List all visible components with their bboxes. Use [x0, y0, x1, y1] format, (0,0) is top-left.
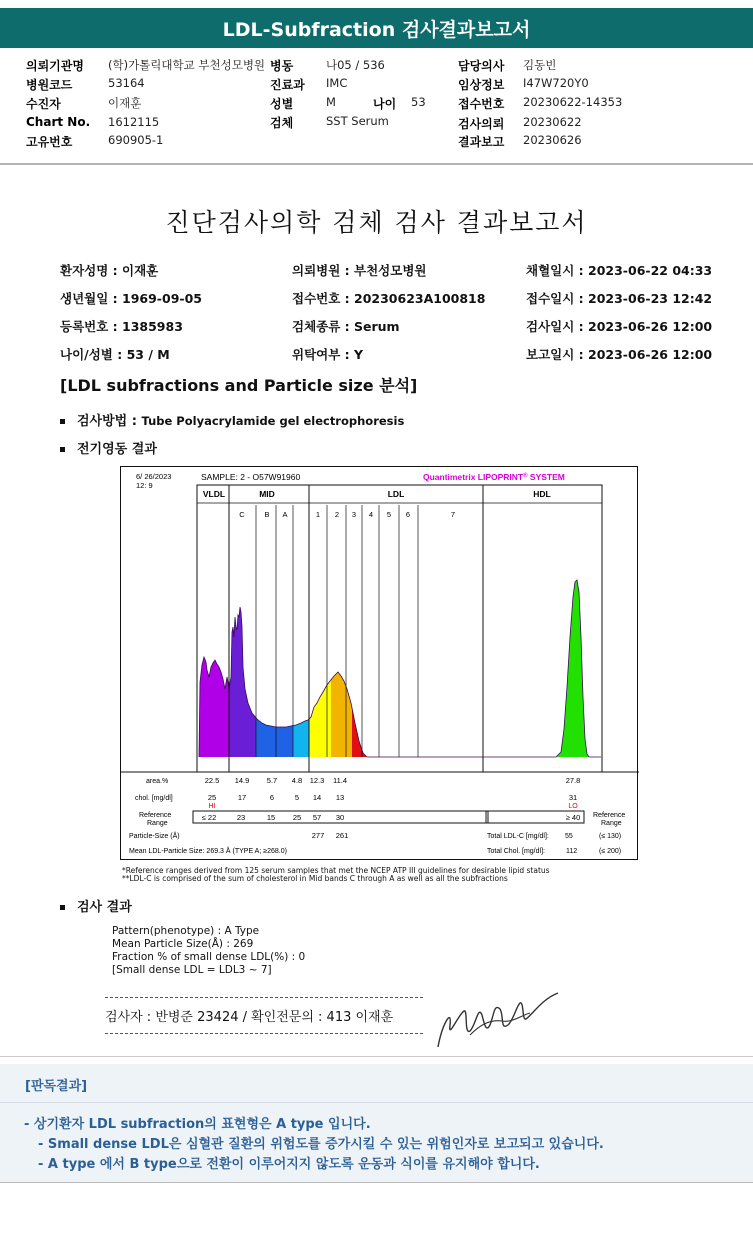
- info-label: 고유번호: [26, 135, 73, 149]
- info-value: M: [326, 95, 336, 109]
- reference-value: 57: [312, 813, 322, 822]
- chol-value: 25: [207, 793, 217, 802]
- signature-stroke: [438, 993, 558, 1047]
- outsourced: 위탁여부 : Y: [292, 347, 364, 362]
- reference-value: 30: [335, 813, 345, 822]
- info-label: 검체: [270, 116, 294, 130]
- band-group-label: VLDL: [202, 489, 226, 499]
- band-label: 4: [368, 510, 374, 519]
- info-label: 병원코드: [26, 78, 73, 92]
- chol-value: 31: [568, 793, 578, 802]
- band-label: 5: [386, 510, 392, 519]
- peak-fill: [293, 719, 309, 757]
- handwritten-signature: [430, 985, 565, 1055]
- info-value: 이재훈: [108, 96, 142, 110]
- signers: 검사자 : 반병준 23424 / 확인전문의 : 413 이재훈: [105, 1010, 394, 1025]
- field-label: 채혈일시: [526, 263, 575, 278]
- interpretation-line: - A type 에서 B type으로 전환이 이루어지지 않도록 운동과 식이를 유지해야 합니다.: [38, 1157, 540, 1172]
- band-label: 2: [334, 510, 340, 519]
- info-label: 의뢰기관명: [26, 59, 84, 73]
- electrophoresis-heading: [60, 438, 157, 457]
- field-label: 생년월일: [60, 291, 109, 306]
- info-label: Chart No.: [26, 115, 91, 129]
- registration-number: 등록번호 : 1385983: [60, 319, 183, 334]
- reference-value: 23: [236, 813, 246, 822]
- area-pct-value: 27.8: [565, 776, 581, 785]
- age-sex: 나이/성별 : 53 / M: [60, 347, 170, 362]
- band-label: 1: [315, 510, 321, 519]
- info-value: 53164: [108, 76, 145, 90]
- interpretation-line: - 상기환자 LDL subfraction의 표현형은 A type 입니다.: [24, 1117, 371, 1132]
- area-pct-value: 5.7: [266, 776, 278, 785]
- age-label: 나이: [373, 97, 397, 111]
- particle-size-value: 261: [335, 831, 349, 840]
- method-line: 검사방법 : Tube Polyacrylamide gel electrophoresis: [60, 410, 404, 429]
- total-chol-label: Total Chol. [mg/dl]:: [487, 848, 545, 855]
- bullet-icon: [60, 419, 65, 424]
- field-value: 부천성모병원: [354, 263, 427, 278]
- band-label: 7: [450, 510, 456, 519]
- report-datetime: 보고일시 : 2023-06-26 12:00: [526, 347, 713, 362]
- info-value: 20230626: [523, 133, 582, 147]
- field-label: 나이/성별: [60, 347, 113, 362]
- section-heading: [LDL subfractions and Particle size 분석]: [60, 376, 418, 395]
- electrophoresis-chart: [120, 466, 638, 860]
- field-value: 이재훈: [122, 263, 159, 278]
- brand-mark: ®: [523, 473, 528, 479]
- field-value: 20230623A100818: [354, 291, 486, 306]
- reference-label-l2: Range: [147, 820, 168, 827]
- total-ldlc-value: 55: [565, 833, 573, 840]
- info-label: 병동: [270, 59, 294, 73]
- reference-label: [139, 812, 171, 827]
- field-value: Serum: [354, 319, 400, 334]
- field-label: 환자성명: [60, 263, 109, 278]
- info-value: 690905-1: [108, 133, 164, 147]
- divider: [0, 163, 753, 165]
- signature-divider-top: [105, 997, 423, 998]
- area-label: area.%: [146, 778, 169, 785]
- divider: [0, 1056, 753, 1057]
- receipt-number: 접수번호 : 20230623A100818: [292, 291, 486, 306]
- collection-datetime: 채혈일시 : 2023-06-22 04:33: [526, 263, 713, 278]
- chart-time: 12: 9: [136, 481, 153, 490]
- band-label: B: [264, 510, 270, 519]
- requesting-hospital: 의뢰병원 : 부천성모병원: [292, 263, 427, 278]
- page-title: LDL-Subfraction 검사결과보고서: [0, 8, 753, 48]
- info-label: 임상정보: [458, 78, 505, 92]
- reference-value: 25: [292, 813, 302, 822]
- brand-suffix: SYSTEM: [527, 472, 565, 482]
- particle-size-label: Particle-Size (Å): [129, 833, 180, 840]
- bullet-icon: [60, 905, 65, 910]
- area-pct-value: 12.3: [309, 776, 325, 785]
- method-label: 검사방법: [77, 414, 128, 429]
- mean-size-text: Mean LDL-Particle Size: 269.3 Å (TYPE A; ≥268.0): [129, 848, 287, 855]
- info-value: IMC: [326, 76, 348, 90]
- result-heading: [60, 896, 132, 915]
- band-group-label: HDL: [533, 489, 551, 499]
- band-label: A: [282, 510, 288, 519]
- info-label: 진료과: [270, 78, 305, 92]
- band-labels: [203, 489, 551, 519]
- band-group-label: MID: [259, 489, 275, 499]
- area-pct-value: 14.9: [234, 776, 250, 785]
- area-pct-value: 4.8: [291, 776, 303, 785]
- hdl-reference-value: ≥ 40: [565, 813, 581, 822]
- chol-value: 14: [312, 793, 322, 802]
- total-ldlc-label: Total LDL-C [mg/dl]:: [487, 833, 549, 840]
- signature-stroke: [470, 1013, 530, 1035]
- field-label: 의뢰병원: [292, 263, 341, 278]
- band-group-label: LDL: [387, 489, 405, 499]
- result-line: Pattern(phenotype) : A Type: [112, 925, 260, 937]
- field-value: 53 / M: [126, 347, 170, 362]
- info-value: SST Serum: [326, 114, 389, 128]
- field-value: 2023-06-26 12:00: [588, 347, 713, 362]
- info-label: 담당의사: [458, 59, 505, 73]
- field-label: 접수번호: [292, 291, 341, 306]
- signature-divider-bottom: [105, 1033, 423, 1034]
- result-block: [112, 925, 305, 977]
- field-label: 보고일시: [526, 347, 575, 362]
- hdl-ref-l1: Reference: [593, 812, 626, 819]
- total-ldlc-ref: (≤ 130): [599, 833, 622, 840]
- specimen-type: 검체종류 : Serum: [292, 319, 400, 334]
- reference-value: ≤ 22: [201, 813, 217, 822]
- report-title: 진단검사의학 검체 검사 결과보고서: [165, 208, 588, 237]
- result-line: Fraction % of small dense LDL(%) : 0: [112, 951, 306, 963]
- reference-label-l1: Reference: [139, 812, 172, 819]
- field-value: 1385983: [122, 319, 183, 334]
- info-label: 접수번호: [458, 97, 505, 111]
- chol-value: 6: [269, 793, 275, 802]
- field-value: Y: [354, 347, 364, 362]
- peak-fill: [309, 680, 331, 757]
- field-label: 검체종류: [292, 319, 341, 334]
- flag-value: HI: [208, 803, 216, 810]
- table-cells: [202, 776, 581, 840]
- result-line: [Small dense LDL = LDL3 ~ 7]: [112, 964, 272, 976]
- area-pct-value: 22.5: [204, 776, 220, 785]
- chart-sample: SAMPLE: 2 - O57W91960: [201, 472, 301, 482]
- peak-fill: [331, 672, 352, 757]
- divider: [0, 1182, 753, 1183]
- field-label: 위탁여부: [292, 347, 341, 362]
- total-chol-ref: (≤ 200): [599, 848, 622, 855]
- info-label: 검사의뢰: [458, 117, 505, 131]
- band-label: 6: [405, 510, 411, 519]
- reference-value: 15: [266, 813, 276, 822]
- info-value: 20230622: [523, 115, 582, 129]
- field-value: 2023-06-26 12:00: [588, 319, 713, 334]
- method-value: Tube Polyacrylamide gel electrophoresis: [141, 414, 405, 428]
- field-label: 접수일시: [526, 291, 575, 306]
- info-label: 수진자: [26, 97, 61, 111]
- area-pct-value: 11.4: [332, 776, 348, 785]
- peak-fill: [556, 580, 591, 757]
- info-value: 김동빈: [523, 58, 557, 72]
- chol-label: chol. [mg/dl]: [135, 795, 173, 802]
- patient-name: 환자성명 : 이재훈: [60, 263, 159, 278]
- info-label: 성별: [270, 97, 294, 111]
- footnote-1: *Reference ranges derived from 125 serum samples that met the NCEP ATP III guidelines for desirable lipid status: [122, 866, 550, 875]
- chol-value: 13: [335, 793, 345, 802]
- brand-name: Quantimetrix LIPOPRINT: [423, 472, 524, 482]
- total-chol-value: 112: [566, 848, 578, 855]
- info-label: 결과보고: [458, 135, 505, 149]
- particle-size-value: 277: [311, 831, 325, 840]
- field-value: 2023-06-22 04:33: [588, 263, 713, 278]
- chol-value: 5: [294, 793, 300, 802]
- test-datetime: 검사일시 : 2023-06-26 12:00: [526, 319, 713, 334]
- age-value: 53: [411, 95, 426, 109]
- info-value: (학)가톨릭대학교 부천성모병원: [108, 58, 266, 72]
- peak-fills: [199, 580, 591, 757]
- result-label: 검사 결과: [77, 900, 132, 915]
- peak-fill: [352, 708, 369, 757]
- chol-value: 17: [237, 793, 247, 802]
- hdl-ref-l2: Range: [601, 820, 622, 827]
- peak-fill: [256, 718, 293, 757]
- chart-brand: [423, 472, 565, 482]
- field-value: 1969-09-05: [122, 291, 202, 306]
- info-value: I47W720Y0: [523, 76, 589, 90]
- interpretation-body: [0, 1102, 753, 1182]
- info-value: 1612115: [108, 115, 160, 129]
- peak-fill: [199, 657, 229, 757]
- hdl-reference-label: [593, 812, 625, 827]
- bullet-icon: [60, 447, 65, 452]
- band-label: 3: [351, 510, 357, 519]
- electro-label: 전기영동 결과: [77, 442, 157, 457]
- info-value: 20230622-14353: [523, 95, 623, 109]
- interpretation-line: - Small dense LDL은 심혈관 질환의 위험도를 증가시킬 수 있는 위험인자로 보고되고 있습니다.: [38, 1137, 604, 1152]
- result-line: Mean Particle Size(Å) : 269: [112, 938, 254, 950]
- band-label: C: [239, 510, 245, 519]
- field-label: 등록번호: [60, 319, 109, 334]
- chart-date: 6/ 26/2023: [136, 472, 172, 481]
- footnote-2: **LDL-C is comprised of the sum of cholesterol in Mid bands C through A as well as all the subfractions: [122, 874, 508, 883]
- info-value: 나05 / 536: [326, 58, 385, 72]
- birth-date: 생년월일 : 1969-09-05: [60, 291, 202, 306]
- chart-svg: [121, 467, 639, 861]
- field-label: 검사일시: [526, 319, 575, 334]
- flag-value: LO: [568, 803, 578, 810]
- interpretation-heading: [판독결과]: [0, 1064, 753, 1102]
- receipt-datetime: 접수일시 : 2023-06-23 12:42: [526, 291, 713, 306]
- field-value: 2023-06-23 12:42: [588, 291, 713, 306]
